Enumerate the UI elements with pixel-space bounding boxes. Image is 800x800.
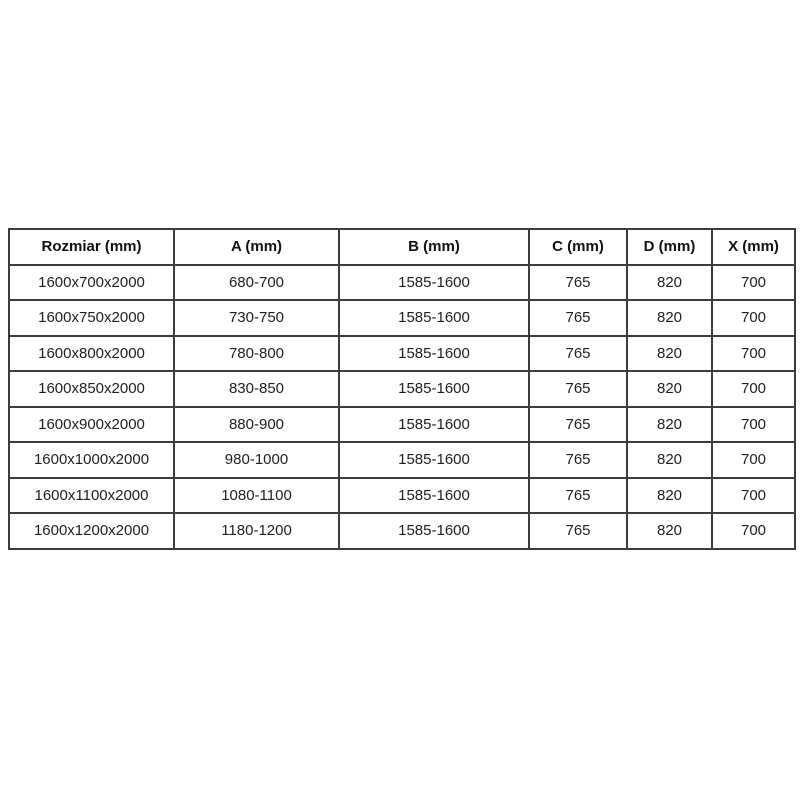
- table-cell: 880-900: [174, 407, 339, 443]
- table-row: [9, 265, 795, 301]
- table-cell: 700: [712, 336, 795, 372]
- table-cell: 765: [529, 300, 627, 336]
- table-cell: 765: [529, 442, 627, 478]
- table-cell: 700: [712, 478, 795, 514]
- table-cell: 730-750: [174, 300, 339, 336]
- table-row: [9, 513, 795, 549]
- table-cell: 820: [627, 371, 712, 407]
- table-cell: 700: [712, 300, 795, 336]
- table-cell: 1600x1100x2000: [9, 478, 174, 514]
- column-header-rozmiar: Rozmiar (mm): [9, 229, 174, 265]
- table-cell: 1600x800x2000: [9, 336, 174, 372]
- table-cell: 1585-1600: [339, 371, 529, 407]
- table-cell: 1600x1000x2000: [9, 442, 174, 478]
- table-cell: 1600x1200x2000: [9, 513, 174, 549]
- table-cell: 765: [529, 513, 627, 549]
- table-cell: 820: [627, 407, 712, 443]
- table-cell: 1585-1600: [339, 442, 529, 478]
- table-cell: 765: [529, 336, 627, 372]
- column-header-c: C (mm): [529, 229, 627, 265]
- table-cell: 1600x900x2000: [9, 407, 174, 443]
- table-row: [9, 336, 795, 372]
- table-cell: 820: [627, 478, 712, 514]
- table-cell: 1180-1200: [174, 513, 339, 549]
- size-spec-table: [8, 228, 796, 550]
- table-cell: 980-1000: [174, 442, 339, 478]
- table-cell: 700: [712, 442, 795, 478]
- table-cell: 765: [529, 371, 627, 407]
- table-cell: 765: [529, 407, 627, 443]
- table-cell: 820: [627, 513, 712, 549]
- table-cell: 820: [627, 300, 712, 336]
- table-row: [9, 371, 795, 407]
- table-cell: 820: [627, 442, 712, 478]
- table-header-row: [9, 229, 795, 265]
- table-cell: 1585-1600: [339, 336, 529, 372]
- table-cell: 765: [529, 478, 627, 514]
- table-cell: 680-700: [174, 265, 339, 301]
- table-cell: 1585-1600: [339, 265, 529, 301]
- size-spec-table-container: [8, 228, 794, 550]
- column-header-a: A (mm): [174, 229, 339, 265]
- table-cell: 1585-1600: [339, 513, 529, 549]
- column-header-x: X (mm): [712, 229, 795, 265]
- table-cell: 1600x750x2000: [9, 300, 174, 336]
- table-header: [9, 229, 795, 265]
- column-header-d: D (mm): [627, 229, 712, 265]
- table-cell: 1600x700x2000: [9, 265, 174, 301]
- table-cell: 700: [712, 513, 795, 549]
- table-cell: 700: [712, 265, 795, 301]
- table-cell: 700: [712, 371, 795, 407]
- table-cell: 1080-1100: [174, 478, 339, 514]
- table-cell: 830-850: [174, 371, 339, 407]
- table-cell: 1585-1600: [339, 478, 529, 514]
- table-cell: 1585-1600: [339, 300, 529, 336]
- table-cell: 820: [627, 265, 712, 301]
- table-cell: 700: [712, 407, 795, 443]
- table-row: [9, 478, 795, 514]
- table-cell: 1585-1600: [339, 407, 529, 443]
- table-row: [9, 407, 795, 443]
- table-row: [9, 300, 795, 336]
- table-cell: 765: [529, 265, 627, 301]
- table-cell: 780-800: [174, 336, 339, 372]
- column-header-b: B (mm): [339, 229, 529, 265]
- table-body: [9, 265, 795, 549]
- table-cell: 1600x850x2000: [9, 371, 174, 407]
- table-row: [9, 442, 795, 478]
- table-cell: 820: [627, 336, 712, 372]
